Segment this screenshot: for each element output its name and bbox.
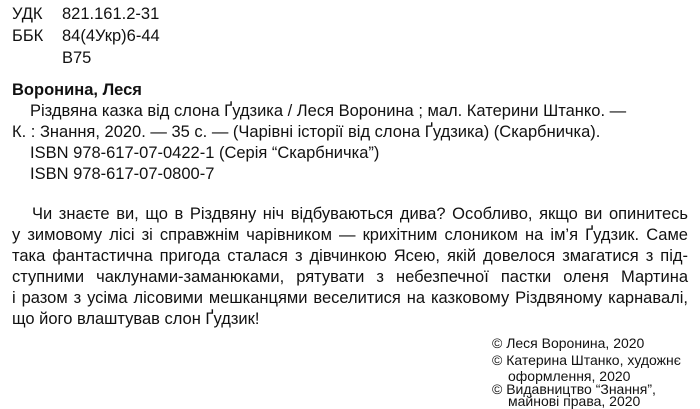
annotation-line: у зимовому лісі зі справжнім чарівником — крихітним слоником на ім’я Ґудзик. Саме bbox=[12, 226, 688, 244]
copyright-line: © Видавництво “Знання”, bbox=[492, 381, 656, 397]
copyright-line: © Катерина Штанко, художнє bbox=[492, 352, 681, 368]
author-heading: Воронина, Леся bbox=[12, 81, 142, 99]
udk-label: УДК bbox=[12, 5, 43, 23]
isbn-line: ISBN 978-617-07-0422-1 (Серія “Скарбничка”) bbox=[30, 144, 380, 162]
copyright-line: оформлення, 2020 bbox=[508, 368, 631, 384]
annotation-line: ступними чаклунами-заманюками, рятувати з небезпечної пастки оленя Мартина bbox=[12, 268, 688, 286]
copyright-line: майнові права, 2020 bbox=[508, 393, 641, 409]
annotation-line: така фантастична пригода сталася з дівчинкою Ясею, якій довелося змагатися з під- bbox=[12, 247, 688, 265]
catalog-description-line: Різдвяна казка від слона Ґудзика / Леся Воронина ; мал. Катерини Штанко. — bbox=[30, 102, 627, 120]
isbn-line: ISBN 978-617-07-0800-7 bbox=[30, 165, 215, 183]
copyright-line: © Леся Воронина, 2020 bbox=[492, 335, 645, 351]
udk-value: 821.161.2-31 bbox=[62, 5, 160, 23]
annotation-line: Чи знаєте ви, що в Різдвяну ніч відбуваються дива? Особливо, якщо ви опинитесь bbox=[32, 205, 688, 223]
annotation-line: що його влаштував слон Ґудзик! bbox=[12, 310, 260, 328]
catalog-description-line: К. : Знання, 2020. — 35 с. — (Чарівні історії від слона Ґудзика) (Скарбничка). bbox=[12, 123, 601, 141]
bbk-label: ББК bbox=[12, 27, 44, 45]
annotation-line: і разом з усіма лісовими мешканцями веселитися на казковому Різдвяному карнавалі, bbox=[12, 289, 688, 307]
bbk-value: 84(4Укр)6-44 bbox=[62, 27, 160, 45]
author-mark: В75 bbox=[62, 49, 92, 67]
